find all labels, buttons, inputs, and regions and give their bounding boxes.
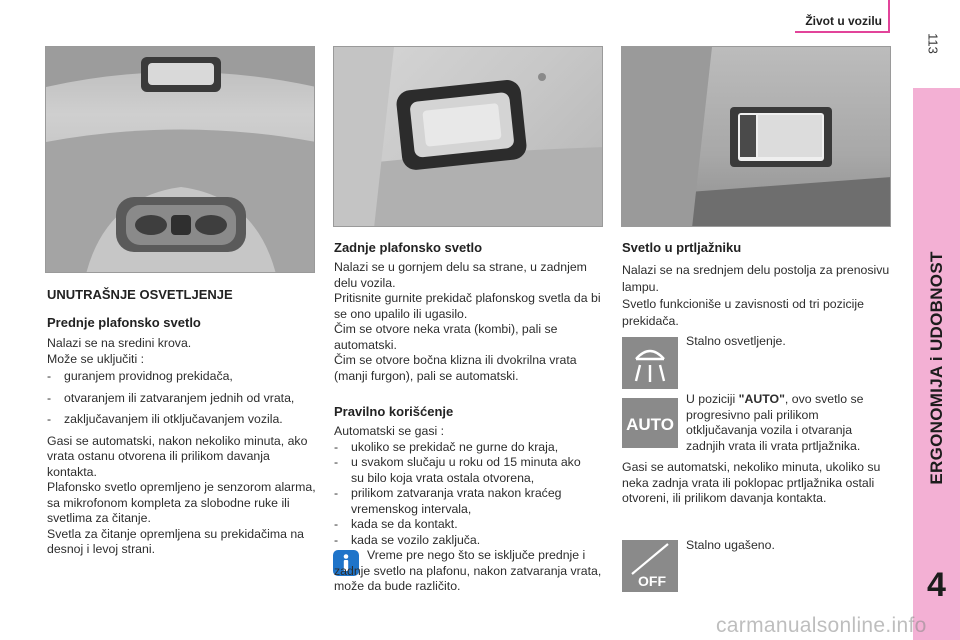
- list-item: - prilikom zatvaranja vrata nakon kraćeg vremenskog intervala,: [334, 486, 562, 516]
- front-light-text: [47, 336, 317, 558]
- paragraph: Gasi se automatski, nakon nekoliko minuta, ako vrata ostanu otvorena ili prilikom davanja kontakta.: [47, 433, 308, 479]
- watermark: carmanualsonline.info: [716, 614, 927, 637]
- front-light-intro-2: Može se uključiti :: [47, 351, 145, 366]
- front-ceiling-light-photo: [45, 46, 315, 273]
- rear-light-text: [334, 260, 604, 384]
- chapter-side-tab: [913, 88, 960, 640]
- light-off-icon: [622, 540, 678, 592]
- paragraph: Čim se otvore bočna klizna ili dvokrilna vrata (manji furgon), pali se automatski.: [334, 353, 577, 383]
- position-off-text: Stalno ugašeno.: [686, 538, 775, 552]
- paragraph: Svetlo funkcioniše u zavisnosti od tri pozicije prekidača.: [622, 297, 864, 328]
- paragraph: Pritisnite gurnite prekidač plafonskog svetla da bi se ono upalilo ili ugasilo.: [334, 291, 601, 321]
- list-item: - guranjem providnog prekidača,: [47, 369, 233, 383]
- paragraph: Čim se otvore neka vrata (kombi), pali se automatski.: [334, 322, 558, 352]
- proper-use-intro: Automatski se gasi :: [334, 424, 445, 438]
- list-item: - otvaranjem ili zatvaranjem jednih od vrata,: [47, 390, 295, 405]
- proper-use-text: [334, 424, 604, 548]
- list-item: - ukoliko se prekidač ne gurne do kraja,: [334, 439, 559, 454]
- paragraph: Plafonsko svetlo opremljeno je senzorom alarma, sa mikrofonom kompleta za slobodne ruke ili svetlima za čitanje.: [47, 480, 316, 525]
- paragraph: Nalazi se u gornjem delu sa strane, u zadnjem delu vozila.: [334, 260, 587, 290]
- off-icon-label: OFF: [638, 573, 666, 589]
- list-item: - kada se vozilo zaključa.: [334, 532, 481, 547]
- running-header: Život u vozilu: [805, 14, 882, 28]
- front-light-heading: Prednje plafonsko svetlo: [47, 315, 201, 330]
- luggage-light-text: [622, 262, 892, 330]
- header-rule: [795, 31, 890, 33]
- list-item: - kada se da kontakt.: [334, 517, 458, 531]
- luggage-light-photo: [621, 46, 891, 227]
- luggage-light-heading: Svetlo u prtljažniku: [622, 240, 742, 255]
- rear-light-heading: Zadnje plafonsko svetlo: [334, 240, 483, 255]
- info-note: Vreme pre nego što se isključe prednje i zadnje svetlo na plafonu, nakon zatvaranja vrata, može da bude različito.: [334, 548, 602, 593]
- position-auto-text: U poziciji "AUTO", ovo svetlo se progresivno pali prilikom otključavanja vozila i otvaranja zadnjih vrata ili vrata prtljažnika.: [686, 392, 864, 453]
- paragraph: Svetla za čitanje opremljena su prekidačima na desnoj i levoj strani.: [47, 526, 305, 556]
- list-item: - u svakom slučaju u roku od 15 minuta ako su bilo koja vrata ostala otvorena,: [334, 455, 581, 485]
- light-on-icon: [622, 337, 678, 389]
- rear-ceiling-light-photo: [333, 46, 603, 227]
- header-rule-vertical: [888, 0, 890, 33]
- paragraph: Nalazi se na srednjem delu postolja za prenosivu lampu.: [622, 263, 890, 294]
- front-light-intro-1: Nalazi se na sredini krova.: [47, 336, 192, 350]
- chapter-title: ERGONOMIJA i UDOBNOST: [926, 251, 946, 485]
- light-auto-icon: [622, 398, 678, 448]
- proper-use-heading: Pravilno korišćenje: [334, 404, 454, 419]
- page-number: 113: [925, 33, 941, 54]
- section-title: UNUTRAŠNJE OSVETLJENJE: [47, 287, 233, 302]
- position-on-text: Stalno osvetljenje.: [686, 334, 786, 348]
- auto-note-text: Gasi se automatski, nekoliko minuta, ukoliko su neka zadnja vrata ili poklopac prtljažnika ostali otvoreni, ili prilikom davanja kontakta.: [622, 460, 881, 505]
- chapter-number: 4: [927, 566, 946, 604]
- auto-icon-label: AUTO: [626, 415, 674, 434]
- list-item: - zaključavanjem ili otključavanjem vozila.: [47, 412, 283, 426]
